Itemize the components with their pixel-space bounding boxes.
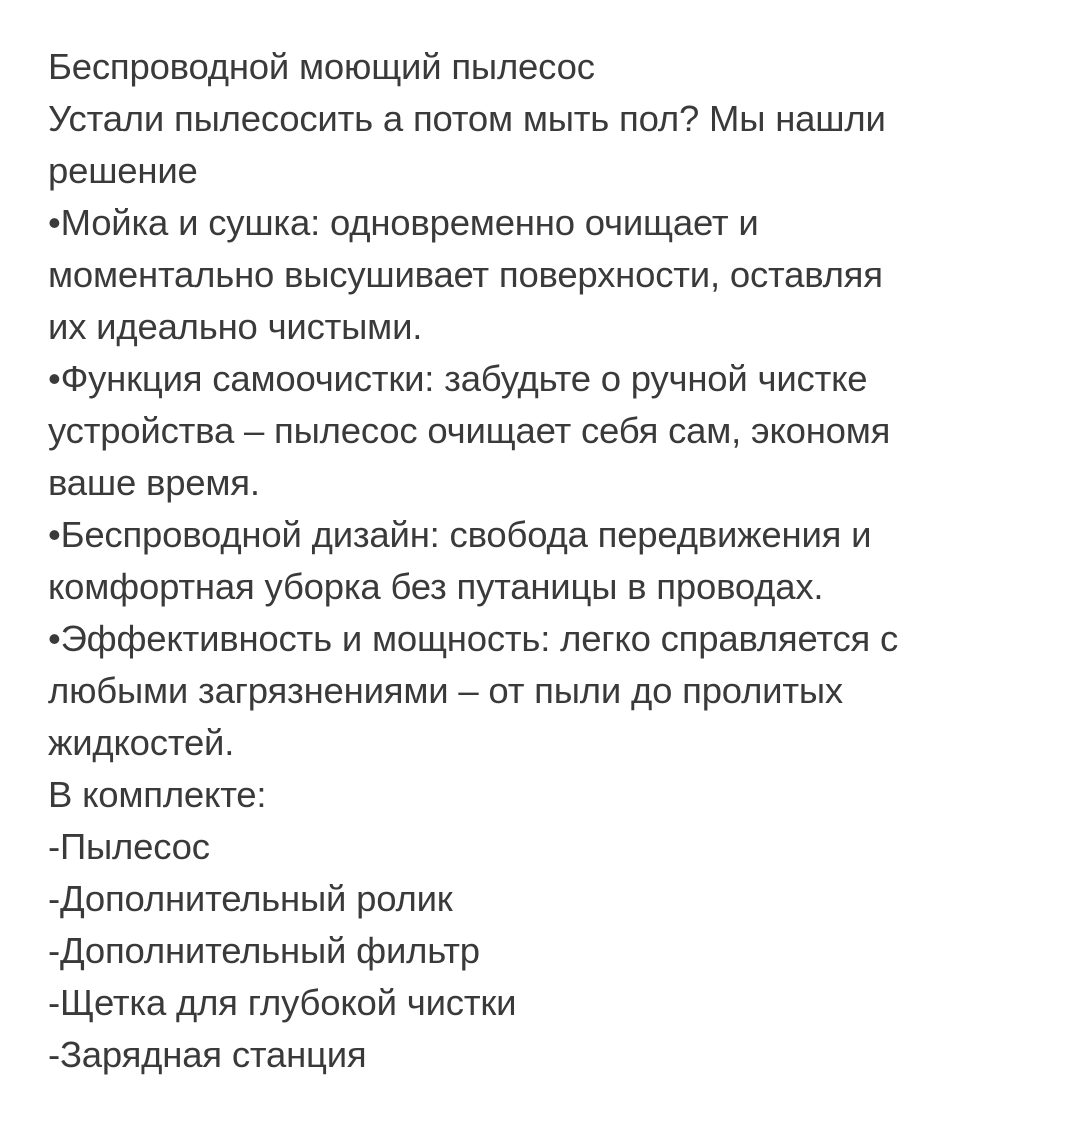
feature-self-clean-line-1: •Функция самоочистки: забудьте о ручной чистке (48, 358, 868, 399)
product-title: Беспроводной моющий пылесос (48, 46, 595, 87)
feature-cordless-line-1: •Беспроводной дизайн: свобода передвижения и (48, 514, 872, 555)
kit-item-vacuum: -Пылесос (48, 826, 210, 867)
feature-self-clean-line-3: ваше время. (48, 462, 260, 503)
kit-item-brush: -Щетка для глубокой чистки (48, 982, 517, 1023)
feature-cordless-line-2: комфортная уборка без путаницы в проводах. (48, 566, 824, 607)
intro-line-1: Устали пылесосить а потом мыть пол? Мы нашли (48, 98, 886, 139)
kit-item-filter: -Дополнительный фильтр (48, 930, 480, 971)
feature-self-clean-line-2: устройства – пылесос очищает себя сам, экономя (48, 410, 891, 451)
feature-wash-dry-line-1: •Мойка и сушка: одновременно очищает и (48, 202, 759, 243)
feature-power-line-3: жидкостей. (48, 722, 235, 763)
kit-heading: В комплекте: (48, 774, 267, 815)
kit-item-roller: -Дополнительный ролик (48, 878, 453, 919)
feature-wash-dry-line-3: их идеально чистыми. (48, 306, 423, 347)
feature-power-line-2: любыми загрязнениями – от пыли до пролитых (48, 670, 843, 711)
kit-item-charging-station: -Зарядная станция (48, 1034, 367, 1075)
feature-power-line-1: •Эффективность и мощность: легко справляется с (48, 618, 899, 659)
feature-wash-dry-line-2: моментально высушивает поверхности, оставляя (48, 254, 883, 295)
intro-line-2: решение (48, 150, 198, 191)
